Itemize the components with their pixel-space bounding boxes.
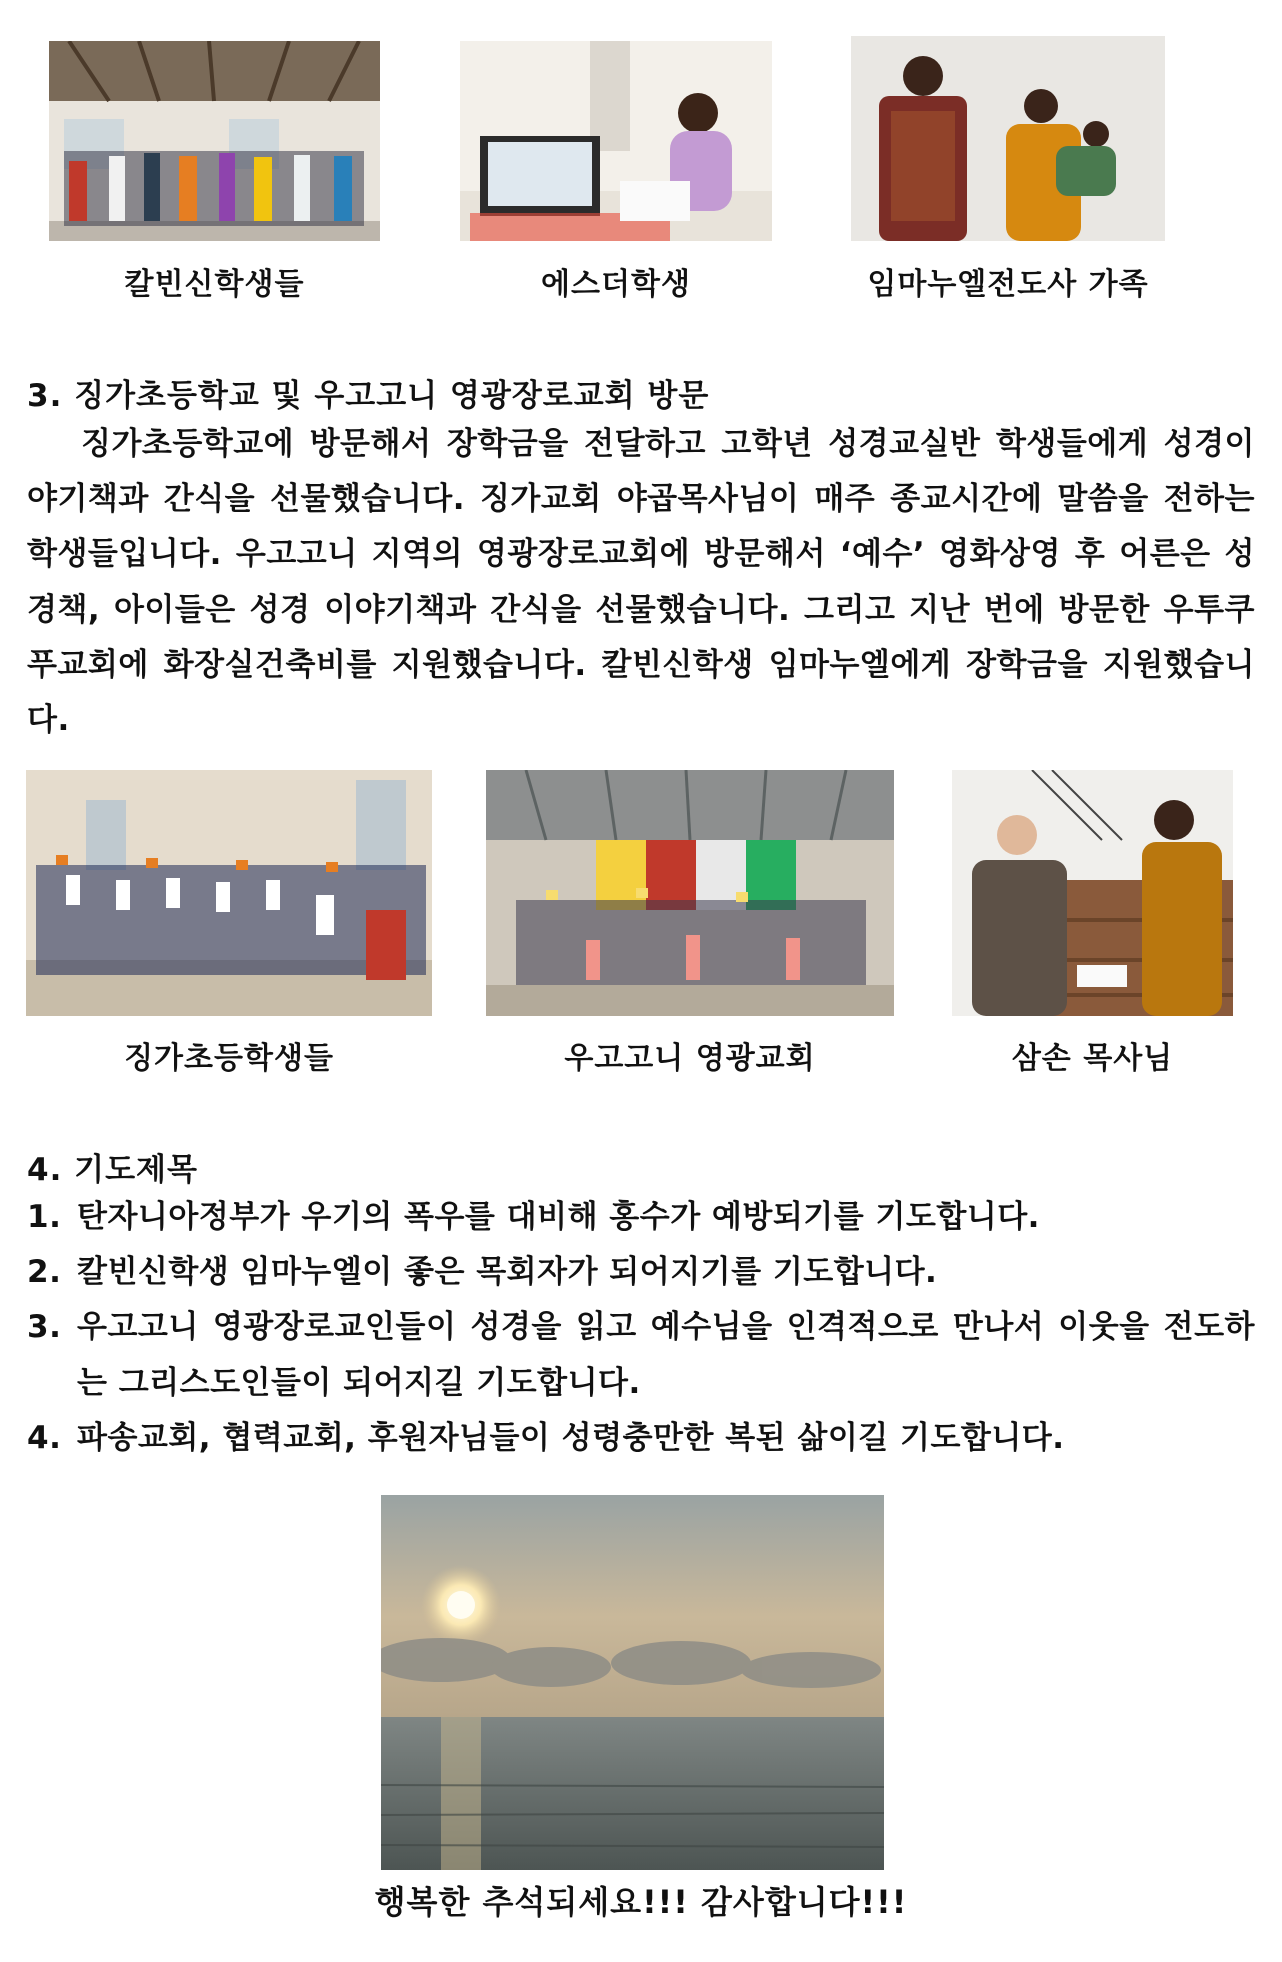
photo-ugogoni-church [486,770,894,1016]
closing-message: 행복한 추석되세요!!! 감사합니다!!! [374,1883,908,1921]
photo-pastor-samson [952,770,1233,1016]
prayer-item [27,1300,1255,1410]
photo-esther-student [460,41,772,241]
prayer-item [27,1190,1255,1245]
caption-ugogoni-church: 우고고니 영광교회 [564,1041,816,1076]
caption-esther-student: 에스더학생 [541,267,691,302]
section3-heading: 3. 징가초등학교 및 우고고니 영광장로교회 방문 [27,378,710,414]
section3-paragraph [27,417,1255,748]
photo-immanuel-family [851,36,1165,241]
caption-zinga-students: 징가초등학생들 [124,1041,334,1076]
prayer-item-number: 4. [27,1419,62,1456]
prayer-item-text: 파송교회, 협력교회, 후원자님들이 성령충만한 복된 삶이길 기도합니다. [77,1419,1065,1456]
photo-zinga-students [26,770,432,1016]
photo-sunset-sea [381,1495,884,1870]
caption-calvin-students: 칼빈신학생들 [124,267,305,302]
caption-immanuel-family: 임마누엘전도사 가족 [867,267,1149,302]
photo-calvin-students [49,41,380,241]
prayer-item-text: 칼빈신학생 임마누엘이 좋은 목회자가 되어지기를 기도합니다. [77,1254,938,1291]
prayer-item-text: 우고고니 영광장로교인들이 성경을 읽고 예수님을 인격적으로 만나서 이웃을 전도하는 그리스도인들이 되어지길 기도합니다. [77,1309,1255,1401]
prayer-item-text: 탄자니아정부가 우기의 폭우를 대비해 홍수가 예방되기를 기도합니다. [77,1199,1040,1235]
prayer-list [27,1190,1255,1466]
prayer-item-number: 3. [27,1309,62,1346]
prayer-item-number: 2. [27,1254,62,1291]
prayer-item [27,1411,1255,1466]
caption-pastor-samson: 삼손 목사님 [1011,1041,1174,1076]
prayer-item [27,1245,1255,1300]
prayer-item-number: 1. [27,1199,62,1235]
section4-heading: 4. 기도제목 [27,1152,198,1188]
section3-paragraph-text: 징가초등학교에 방문해서 장학금을 전달하고 고학년 성경교실반 학생들에게 성경이야기책과 간식을 선물했습니다. 징가교회 야곱목사님이 매주 종교시간에 말씀을 전하는 학생들입니다. 우고고니 지역의 영광장로교회에 방문해서 ‘예수’ 영화상영 후 어른은 성경책, 아이들은 성경 이야기책과 간식을 선물했습니다. 그리고 지난 번에 방문한 우투쿠푸교회에 화장실건축비를 지원했습니다. 칼빈신학생 임마누엘에게 장학금을 지원했습니다. [27,426,1255,739]
